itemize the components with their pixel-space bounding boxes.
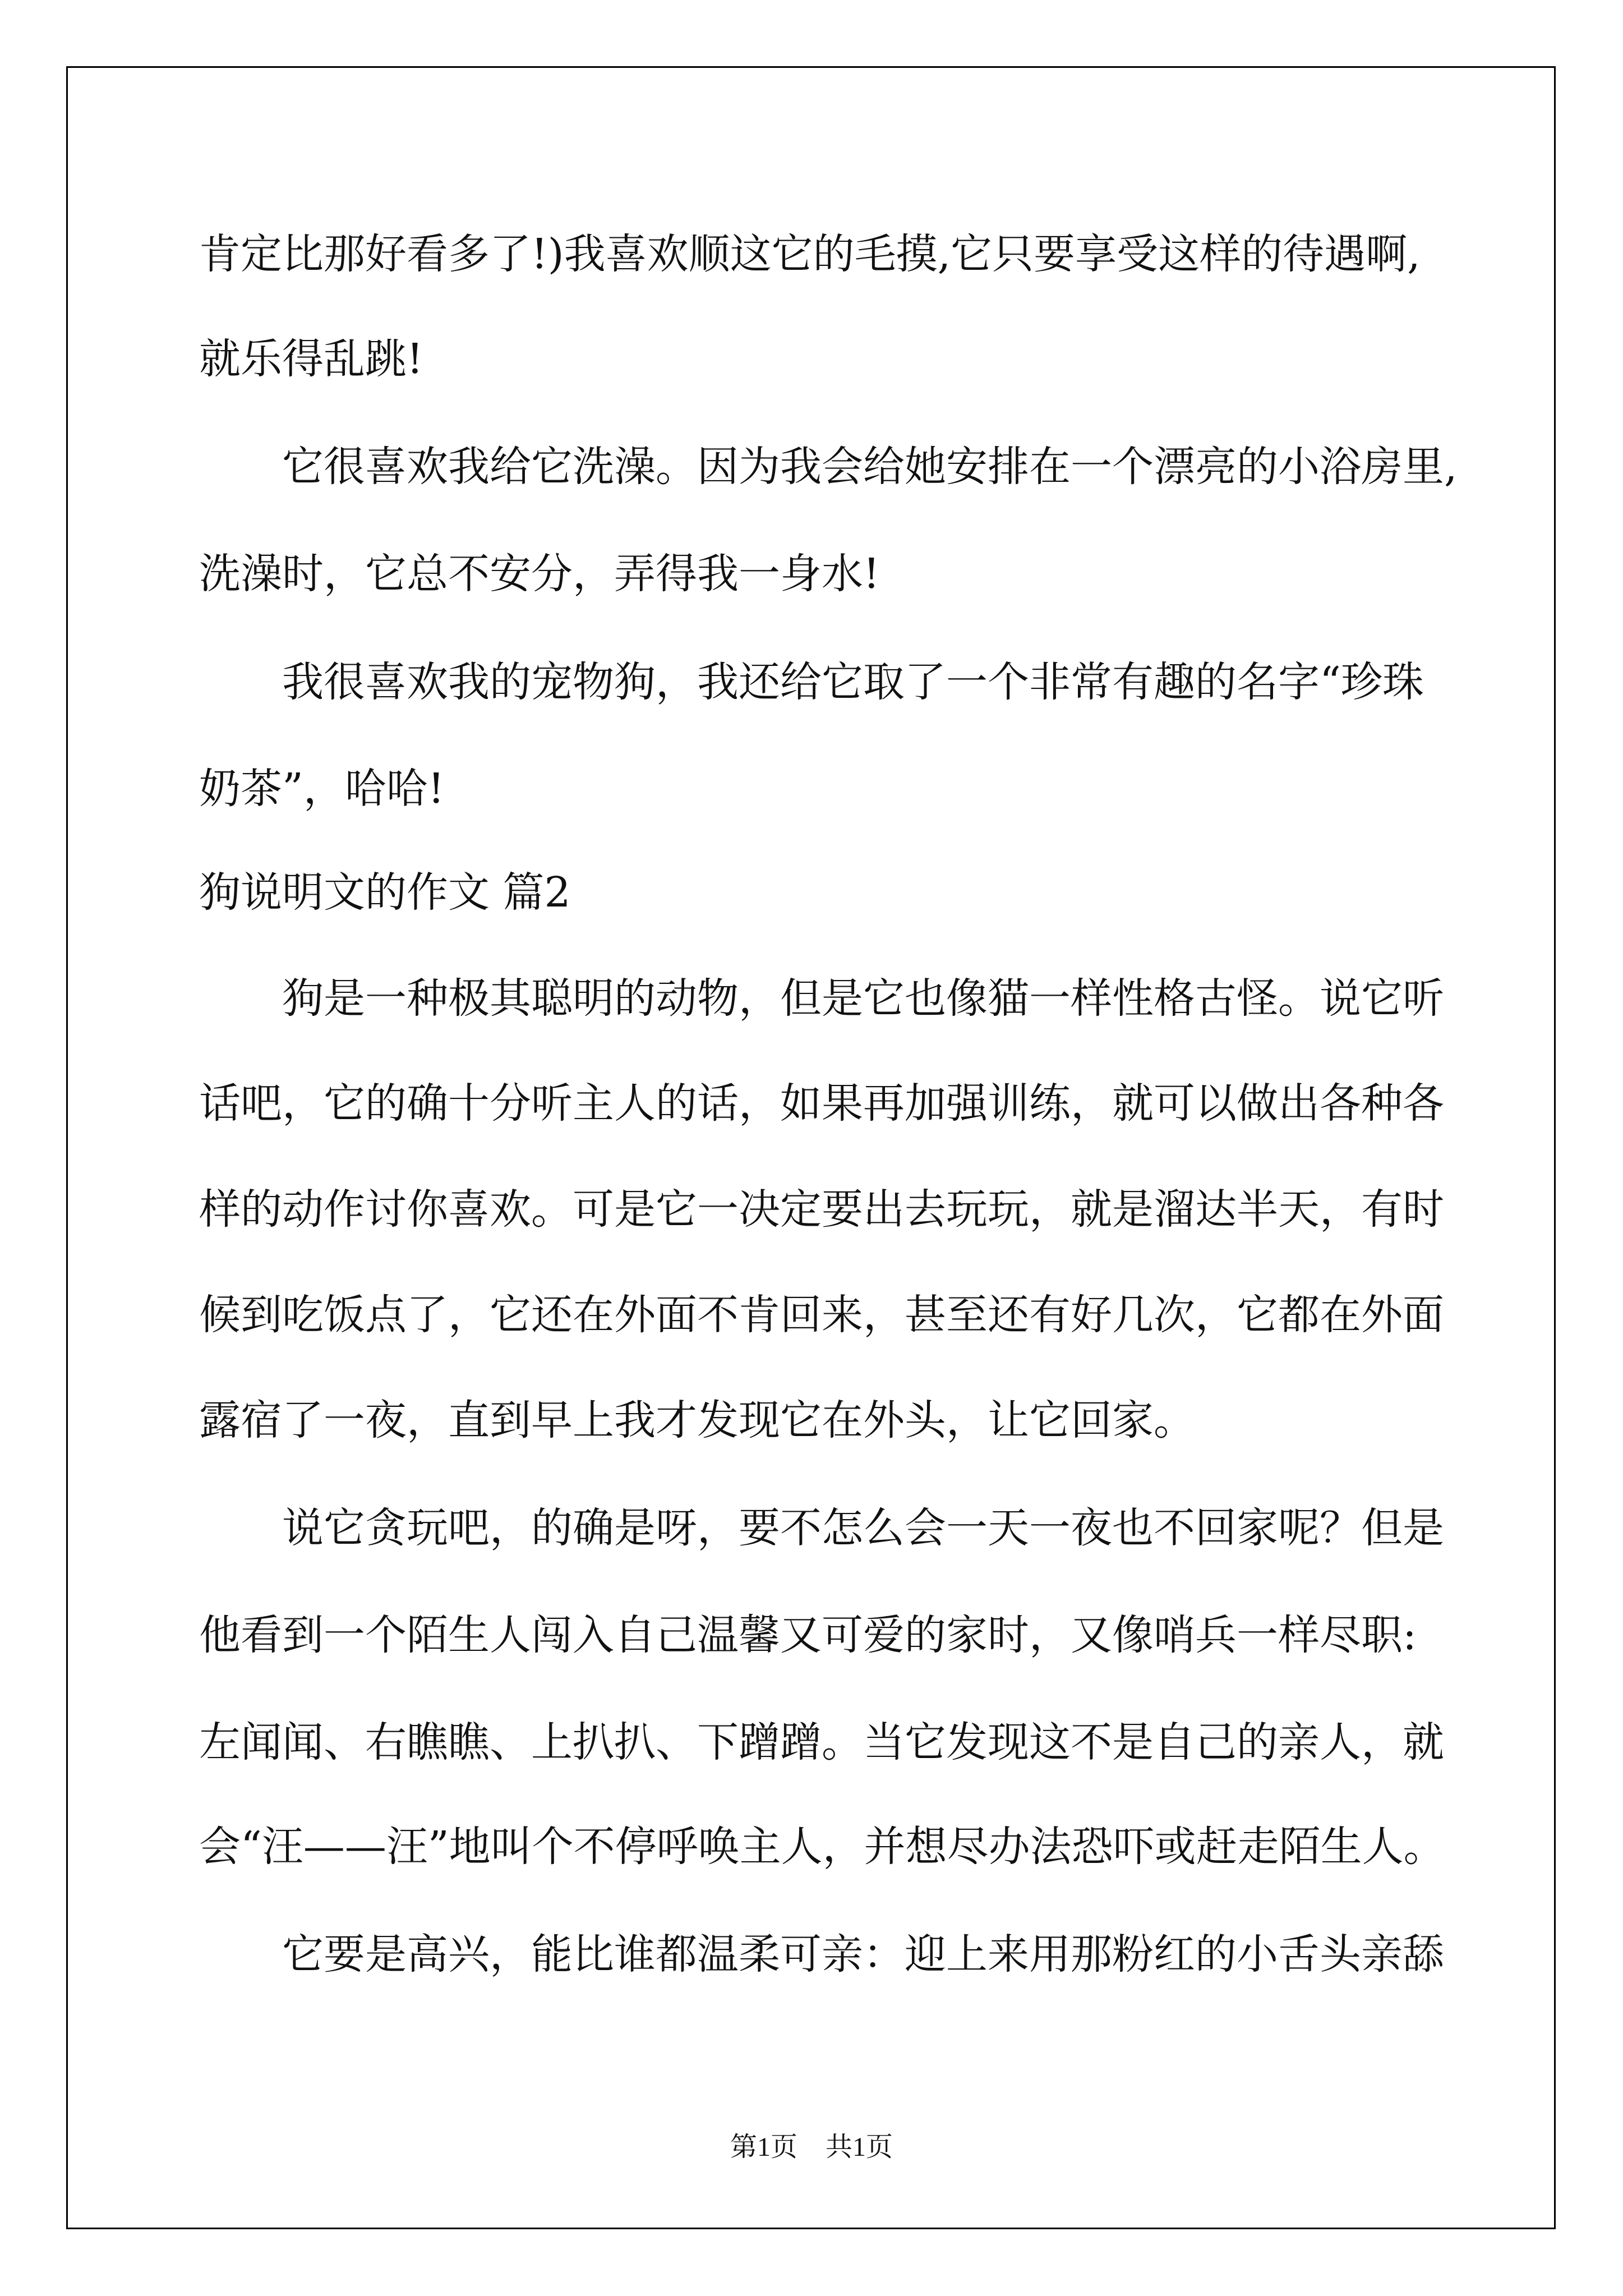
paragraph-line: 候到吃饭点了，它还在外面不肯回来，甚至还有好几次，它都在外面 (199, 1291, 1444, 1339)
paragraph-line: 说它贪玩吧，的确是呀，要不怎么会一天一夜也不回家呢？但是 (282, 1504, 1444, 1552)
paragraph-line: 话吧，它的确十分听主人的话，如果再加强训练，就可以做出各种各 (199, 1079, 1444, 1128)
section-heading: 狗说明文的作文 篇2 (199, 868, 571, 917)
paragraph-line: 他看到一个陌生人闯入自己温馨又可爱的家时，又像哨兵一样尽职: (199, 1611, 1417, 1659)
paragraph-line: 它很喜欢我给它洗澡。因为我会给她安排在一个漂亮的小浴房里, (282, 443, 1458, 491)
paragraph-line: 就乐得乱跳! (199, 335, 423, 383)
page-number: 第1页 (730, 2132, 797, 2162)
paragraph-line: 狗是一种极其聪明的动物，但是它也像猫一样性格古怪。说它听 (282, 974, 1444, 1023)
paragraph-line: 它要是高兴，能比谁都温柔可亲：迎上来用那粉红的小舌头亲舔 (282, 1930, 1444, 1978)
paragraph-line: 样的动作讨你喜欢。可是它一决定要出去玩玩，就是溜达半天，有时 (199, 1185, 1444, 1234)
paragraph-line: 露宿了一夜，直到早上我才发现它在外头，让它回家。 (199, 1396, 1195, 1444)
page-border (66, 66, 1556, 2229)
paragraph-line: 左闻闻、右瞧瞧、上扒扒、下蹭蹭。当它发现这不是自己的亲人，就 (199, 1718, 1444, 1766)
paragraph-line: 肯定比那好看多了!)我喜欢顺这它的毛摸,它只要享受这样的待遇啊, (199, 230, 1421, 278)
paragraph-line: 洗澡时，它总不安分，弄得我一身水! (199, 550, 880, 598)
page-footer (0, 2131, 1623, 2164)
paragraph-line: 奶茶”，哈哈! (199, 765, 445, 813)
paragraph-line: 我很喜欢我的宠物狗，我还给它取了一个非常有趣的名字“珍珠 (282, 658, 1424, 706)
paragraph-line: 会“汪——汪”地叫个不停呼唤主人，并想尽办法恐吓或赶走陌生人。 (199, 1823, 1445, 1871)
page-total: 共1页 (826, 2132, 893, 2162)
